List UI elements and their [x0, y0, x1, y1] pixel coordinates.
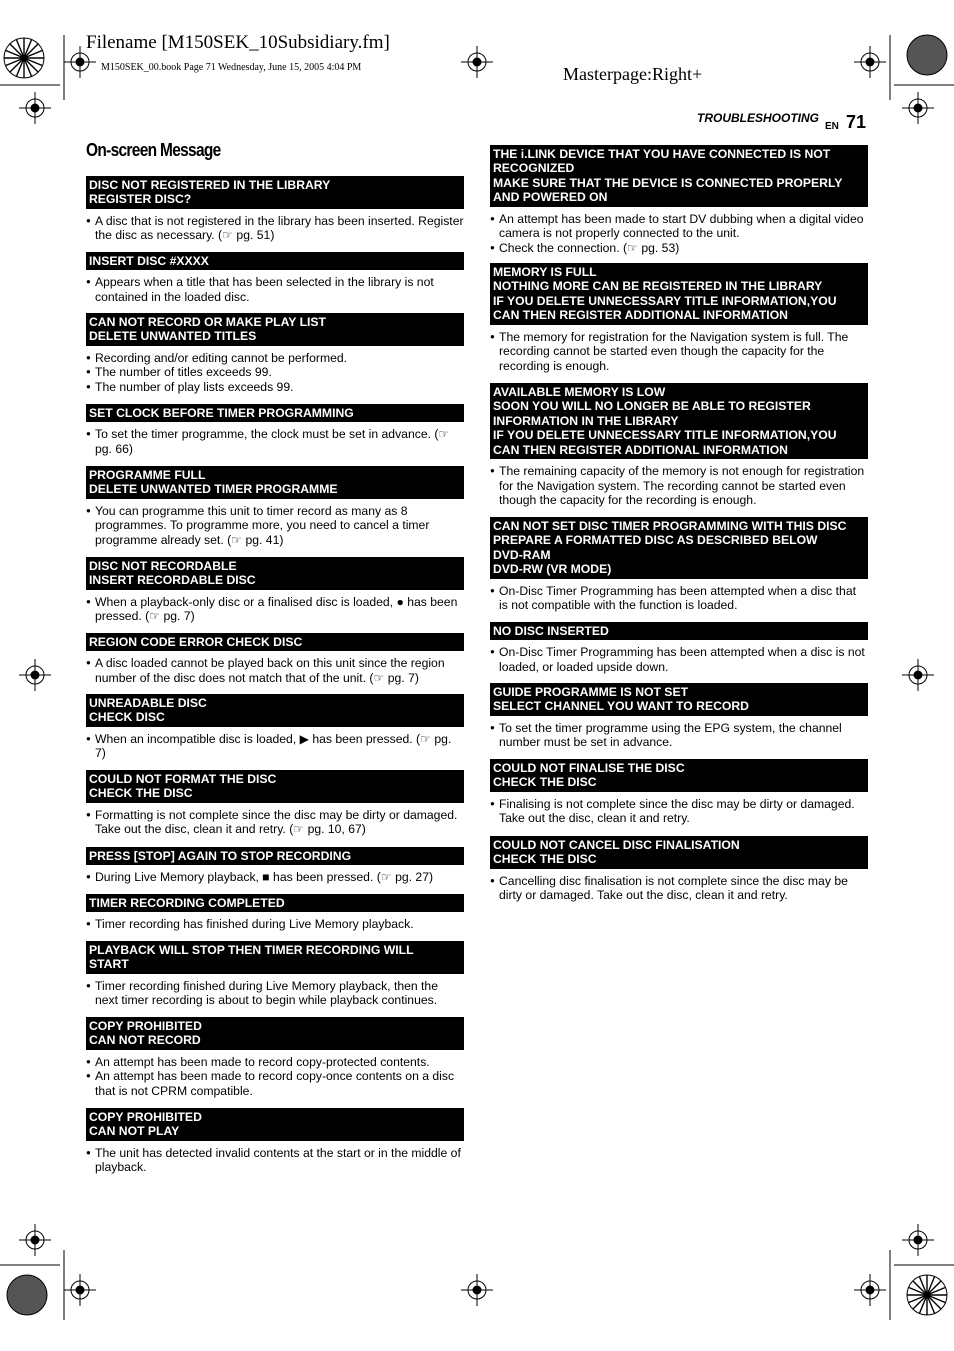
page-title: On-screen Message — [86, 140, 221, 160]
message-block — [86, 633, 464, 685]
note-item: ● Check the connection. (☞ pg. 53) — [490, 241, 868, 256]
message-bar: COULD NOT CANCEL DISC FINALISATION CHECK THE DISC — [490, 836, 868, 869]
note-item: ● To set the timer programme, the clock must be set in advance. (☞ pg. 66) — [86, 427, 464, 456]
note-item: ● A disc loaded cannot be played back on this unit since the region number of the disc does not match that of the unit. (☞ pg. 7) — [86, 656, 464, 685]
message-block — [490, 759, 868, 826]
message-bar: COPY PROHIBITED CAN NOT RECORD — [86, 1017, 464, 1050]
message-notes — [490, 584, 868, 613]
message-block — [86, 557, 464, 624]
message-block — [86, 252, 464, 304]
message-block — [86, 313, 464, 394]
message-notes — [86, 427, 464, 456]
message-notes — [86, 917, 464, 932]
message-bar: THE i.LINK DEVICE THAT YOU HAVE CONNECTED IS NOT RECOGNIZED MAKE SURE THAT THE DEVICE IS CONNECTED PROPERLY AND POWERED ON — [490, 145, 868, 207]
message-notes — [86, 504, 464, 548]
note-item: ● Finalising is not complete since the disc may be dirty or damaged. Take out the disc, clean it and retry. — [490, 797, 868, 826]
message-block — [490, 145, 868, 255]
message-notes — [490, 721, 868, 750]
message-notes — [490, 797, 868, 826]
section-title: TROUBLESHOOTING — [697, 111, 819, 125]
message-bar: PRESS [STOP] AGAIN TO STOP RECORDING — [86, 847, 464, 865]
message-notes — [86, 870, 464, 885]
message-notes — [490, 330, 868, 374]
filename-header: Filename [M150SEK_10Subsidiary.fm] — [86, 32, 390, 53]
message-notes — [490, 212, 868, 256]
note-item: ● The unit has detected invalid contents at the start or in the middle of playback. — [86, 1146, 464, 1175]
message-block — [86, 941, 464, 1008]
note-item: ● When an incompatible disc is loaded, ▶ has been pressed. (☞ pg. 7) — [86, 732, 464, 761]
note-item: ● On-Disc Timer Programming has been attempted when a disc is not loaded, or loaded upside down. — [490, 645, 868, 674]
note-item: ● A disc that is not registered in the library has been inserted. Register the disc as necessary. (☞ pg. 51) — [86, 214, 464, 243]
masterpage-label: Masterpage:Right+ — [563, 64, 703, 84]
message-block — [86, 847, 464, 885]
note-item: ● The memory for registration for the Navigation system is full. The recording cannot be started even though the capacity for the recording is enough. — [490, 330, 868, 374]
message-bar: PLAYBACK WILL STOP THEN TIMER RECORDING WILL START — [86, 941, 464, 974]
note-item: ● Appears when a title that has been selected in the library is not contained in the loaded disc. — [86, 275, 464, 304]
message-bar: AVAILABLE MEMORY IS LOW SOON YOU WILL NO LONGER BE ABLE TO REGISTER INFORMATION IN THE LIBRARY IF YOU DELETE UNNECESSARY TITLE INFORMATION,YOU CAN THEN REGISTER ADDITIONAL INFORMATION — [490, 383, 868, 459]
message-bar: NO DISC INSERTED — [490, 622, 868, 640]
message-block — [86, 404, 464, 456]
message-bar: COULD NOT FINALISE THE DISC CHECK THE DISC — [490, 759, 868, 792]
message-bar: INSERT DISC #XXXX — [86, 252, 464, 270]
message-notes — [86, 1055, 464, 1099]
page-number: 71 — [846, 112, 867, 132]
message-block — [86, 894, 464, 932]
message-block — [86, 1108, 464, 1175]
message-bar: PROGRAMME FULL DELETE UNWANTED TIMER PROGRAMME — [86, 466, 464, 499]
message-notes — [86, 656, 464, 685]
note-item: ● Cancelling disc finalisation is not complete since the disc may be dirty or damaged. Take out the disc, clean it and retry. — [490, 874, 868, 903]
message-notes — [86, 808, 464, 837]
message-notes — [490, 464, 868, 508]
note-item: ● Timer recording has finished during Live Memory playback. — [86, 917, 464, 932]
message-notes — [86, 979, 464, 1008]
message-block — [490, 517, 868, 613]
note-item: ● Timer recording finished during Live Memory playback, then the next timer recording is about to begin while playback continues. — [86, 979, 464, 1008]
message-bar: UNREADABLE DISC CHECK DISC — [86, 694, 464, 727]
note-item: ● When a playback-only disc or a finalised disc is loaded, ● has been pressed. (☞ pg. 7) — [86, 595, 464, 624]
message-bar: CAN NOT RECORD OR MAKE PLAY LIST DELETE UNWANTED TITLES — [86, 313, 464, 346]
message-notes — [86, 214, 464, 243]
message-block — [86, 1017, 464, 1098]
note-item: ● During Live Memory playback, ■ has been pressed. (☞ pg. 27) — [86, 870, 464, 885]
note-item: ● You can programme this unit to timer record as many as 8 programmes. To programme more, you need to cancel a timer programme already set. (☞ pg. 41) — [86, 504, 464, 548]
message-bar: COULD NOT FORMAT THE DISC CHECK THE DISC — [86, 770, 464, 803]
book-info: M150SEK_00.book Page 71 Wednesday, June 15, 2005 4:04 PM — [101, 62, 362, 73]
message-block — [86, 694, 464, 761]
language-code: EN — [825, 121, 839, 132]
message-bar: SET CLOCK BEFORE TIMER PROGRAMMING — [86, 404, 464, 422]
note-item: ● On-Disc Timer Programming has been attempted when a disc that is not compatible with the function is loaded. — [490, 584, 868, 613]
note-item: ● The number of titles exceeds 99. — [86, 365, 464, 380]
message-block — [86, 770, 464, 837]
message-bar: DISC NOT REGISTERED IN THE LIBRARY REGISTER DISC? — [86, 176, 464, 209]
message-block — [490, 683, 868, 750]
note-item: ● Recording and/or editing cannot be performed. — [86, 351, 464, 366]
message-bar: MEMORY IS FULL NOTHING MORE CAN BE REGISTERED IN THE LIBRARY IF YOU DELETE UNNECESSARY TITLE INFORMATION,YOU CAN THEN REGISTER ADDITIONAL INFORMATION — [490, 263, 868, 325]
note-item: ● To set the timer programme using the EPG system, the channel number must be set in advance. — [490, 721, 868, 750]
note-item: ● The number of play lists exceeds 99. — [86, 380, 464, 395]
note-item: ● The remaining capacity of the memory is not enough for registration for the Navigation system. The recording cannot be started even though the capacity for the recording is enough. — [490, 464, 868, 508]
message-notes — [86, 351, 464, 395]
message-notes — [86, 732, 464, 761]
note-item: ● Formatting is not complete since the disc may be dirty or damaged. Take out the disc, clean it and retry. (☞ pg. 10, 67) — [86, 808, 464, 837]
message-notes — [490, 645, 868, 674]
message-notes — [86, 1146, 464, 1175]
message-notes — [86, 275, 464, 304]
message-bar: COPY PROHIBITED CAN NOT PLAY — [86, 1108, 464, 1141]
message-bar: TIMER RECORDING COMPLETED — [86, 894, 464, 912]
message-bar: GUIDE PROGRAMME IS NOT SET SELECT CHANNEL YOU WANT TO RECORD — [490, 683, 868, 716]
message-bar: REGION CODE ERROR CHECK DISC — [86, 633, 464, 651]
message-notes — [86, 595, 464, 624]
note-item: ● An attempt has been made to record copy-protected contents. — [86, 1055, 464, 1070]
note-item: ● An attempt has been made to start DV dubbing when a digital video camera is not properly connected to the unit. — [490, 212, 868, 241]
message-notes — [490, 874, 868, 903]
message-bar: DISC NOT RECORDABLE INSERT RECORDABLE DISC — [86, 557, 464, 590]
message-block — [490, 836, 868, 903]
message-block — [490, 622, 868, 674]
message-bar: CAN NOT SET DISC TIMER PROGRAMMING WITH THIS DISC PREPARE A FORMATTED DISC AS DESCRIBED BELOW DVD-RAM DVD-RW (VR MODE) — [490, 517, 868, 579]
message-block — [86, 176, 464, 243]
message-block — [86, 466, 464, 547]
note-item: ● An attempt has been made to record copy-once contents on a disc that is not CPRM compatible. — [86, 1069, 464, 1098]
message-block — [490, 263, 868, 373]
message-block — [490, 383, 868, 508]
